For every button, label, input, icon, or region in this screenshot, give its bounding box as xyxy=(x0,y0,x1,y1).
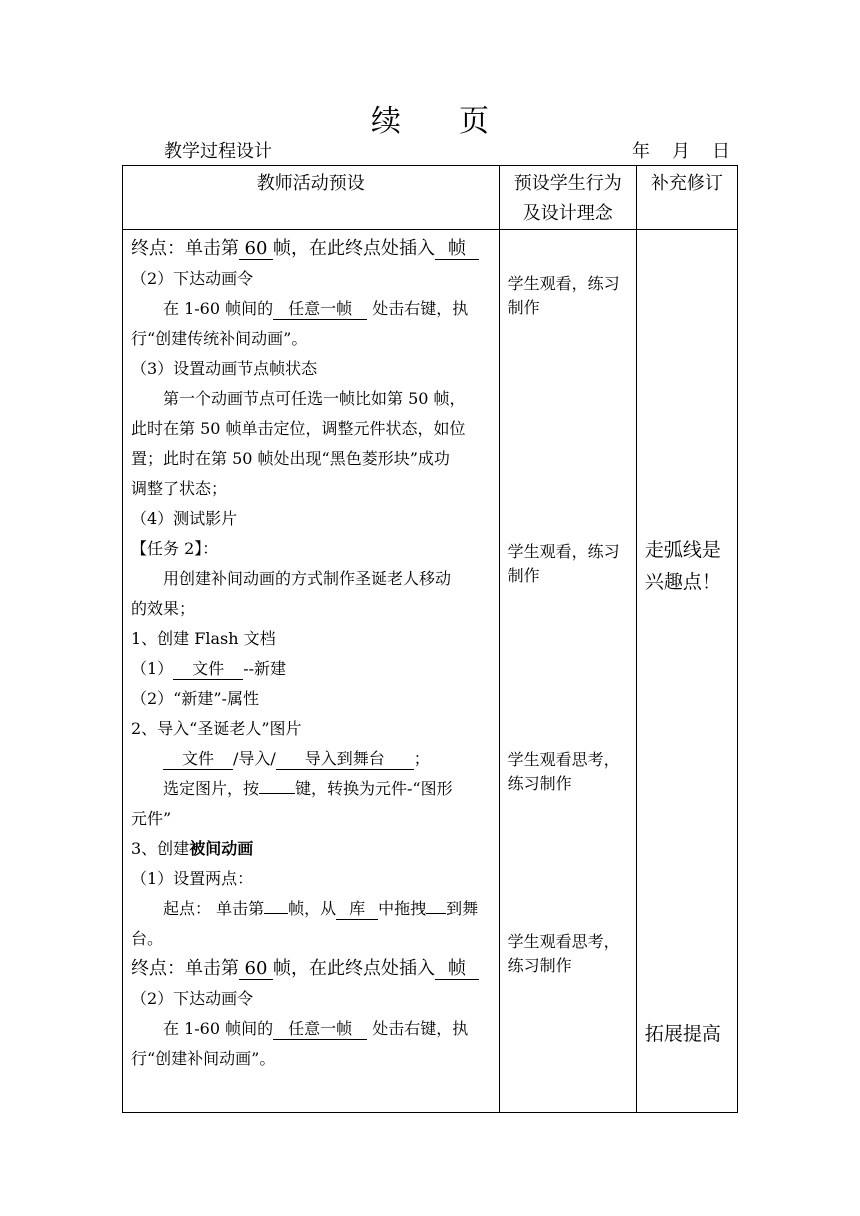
line-20: 元件” xyxy=(131,809,172,828)
header-supplement: 补充修订 xyxy=(636,166,737,230)
line-15: （1） 文件 --新建 xyxy=(131,659,287,678)
line-19: 选定图片，按 键，转换为元件-“图形 xyxy=(131,774,491,804)
line-16: （2）“新建”-属性 xyxy=(131,689,259,708)
line-6: 第一个动画节点可任选一帧比如第 50 帧， xyxy=(163,389,466,408)
line-14: 1、创建 Flash 文档 xyxy=(131,629,276,648)
supplement-cell xyxy=(636,230,737,1113)
year-label: 年 xyxy=(632,141,650,162)
line-9: 调整了状态； xyxy=(131,479,228,498)
section-label: 教学过程设计 xyxy=(164,141,272,162)
month-label: 月 xyxy=(672,141,690,162)
line-22: （1）设置两点： xyxy=(131,869,254,888)
line-18: 文件 /导入/ 导入到舞台 ； xyxy=(131,744,491,774)
lesson-table xyxy=(122,165,738,1113)
supplement-note-1: 走弧线是兴趣点！ xyxy=(644,539,721,593)
student-note-2: 学生观看，练习制作 xyxy=(507,542,620,585)
table-body-row xyxy=(123,230,738,1113)
line-11: 【任务 2】： xyxy=(131,539,219,558)
line-24: 台。 xyxy=(131,929,164,948)
line-8: 置；此时在第 50 帧处出现“黑色菱形块”成功 xyxy=(131,449,450,468)
title-char-1: 续 xyxy=(371,104,401,139)
line-25: 终点：单击第 60 帧，在此终点处插入 帧 xyxy=(131,954,491,984)
day-label: 日 xyxy=(712,141,730,162)
student-note-1: 学生观看，练习制作 xyxy=(507,274,620,317)
line-21: 3、创建被间动画 xyxy=(131,839,254,858)
header-student: 预设学生行为 及设计理念 xyxy=(499,166,636,230)
line-10: （4）测试影片 xyxy=(131,509,238,528)
line-2: （2）下达动画令 xyxy=(131,269,254,288)
line-1: 终点：单击第 60 帧，在此终点处插入 帧 xyxy=(131,234,491,264)
student-note-3: 学生观看思考，练习制作 xyxy=(507,750,620,793)
student-behavior-cell xyxy=(499,230,636,1113)
line-27: 在 1-60 帧间的 任意一帧 处击右键，执 xyxy=(163,1019,469,1038)
line-26: （2）下达动画令 xyxy=(131,989,254,1008)
line-4: 行“创建传统补间动画”。 xyxy=(131,329,308,348)
line-3: 在 1-60 帧间的 任意一帧 处击右键，执 xyxy=(163,299,469,318)
page-title xyxy=(0,96,860,140)
date-fields xyxy=(610,140,730,164)
title-char-2: 页 xyxy=(459,104,489,139)
header-teacher: 教师活动预设 xyxy=(123,166,500,230)
supplement-note-2: 拓展提高 xyxy=(644,1023,721,1045)
line-28: 行“创建补间动画”。 xyxy=(131,1049,276,1068)
table-header-row xyxy=(123,166,738,230)
line-13: 的效果； xyxy=(131,599,196,618)
student-note-4: 学生观看思考，练习制作 xyxy=(507,932,620,975)
line-17: 2、导入“圣诞老人”图片 xyxy=(131,719,302,738)
line-12: 用创建补间动画的方式制作圣诞老人移动 xyxy=(163,569,452,588)
line-7: 此时在第 50 帧单击定位，调整元件状态，如位 xyxy=(131,419,466,438)
line-5: （3）设置动画节点帧状态 xyxy=(131,359,318,378)
teacher-activities-cell xyxy=(123,230,500,1113)
line-23: 起点： 单击第 帧，从 库 中拖拽 到舞 xyxy=(131,894,491,924)
